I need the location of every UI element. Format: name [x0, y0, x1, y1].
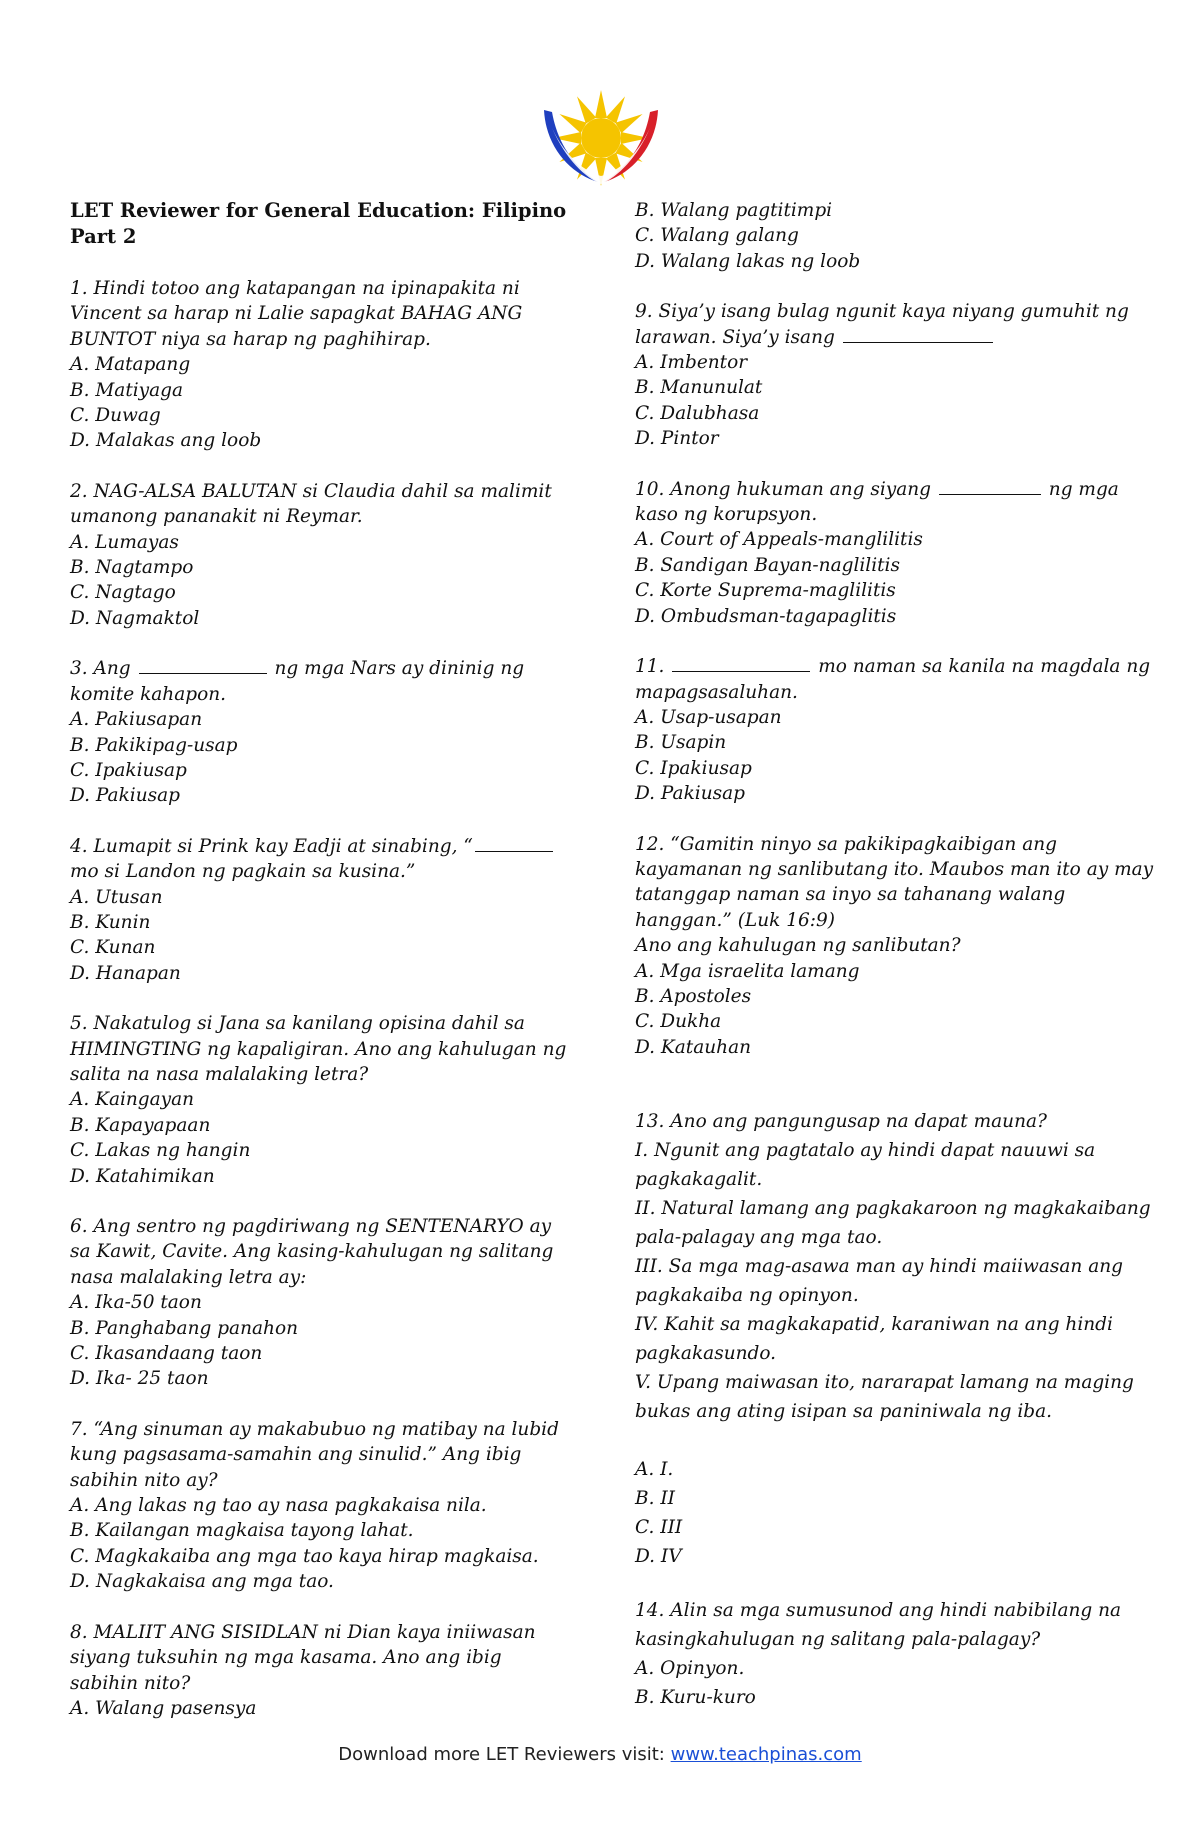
- option-b: B. Sandigan Bayan-naglilitis: [635, 554, 900, 576]
- question-stem: 7. “Ang sinuman ay makabubuo ng matibay na lubid kung pagsasama-samahin ang sinulid.” Ang ibig sabihin nito ay?: [70, 1418, 565, 1491]
- question-4: [70, 834, 570, 986]
- option-a: A. Mga israelita lamang: [635, 960, 860, 982]
- option-b: B. Kuru-kuro: [635, 1687, 756, 1709]
- footer-link[interactable]: www.teachpinas.com: [670, 1744, 862, 1765]
- question-13: [635, 1107, 1155, 1571]
- option-d: D. Pakiusap: [70, 785, 180, 807]
- option-a: A. Opinyon.: [635, 1658, 745, 1680]
- question-2: [70, 479, 570, 631]
- question-8-continued: [635, 198, 1155, 274]
- footer-text: Download more LET Reviewers visit:: [338, 1744, 671, 1765]
- question-9: [635, 299, 1155, 451]
- question-stem: [635, 654, 1155, 705]
- option-a: A. Lumayas: [70, 531, 179, 553]
- option-c: C. Ipakiusap: [635, 757, 752, 779]
- option-a: A. Pakiusapan: [70, 709, 203, 731]
- spacer: [635, 1085, 1155, 1107]
- question-8-start: [70, 1620, 570, 1722]
- option-a: A. Imbentor: [635, 352, 748, 374]
- question-stem: [70, 656, 570, 707]
- answer-blank: [475, 850, 553, 852]
- option-a: A. Walang pasensya: [70, 1697, 257, 1719]
- option-b: B. Panghabang panahon: [70, 1317, 298, 1339]
- option-a: A. Matapang: [70, 354, 191, 376]
- answer-blank: [672, 670, 810, 672]
- question-3: [70, 656, 570, 808]
- question-stem: 13. Ano ang pangungusap na dapat mauna?: [635, 1111, 1047, 1133]
- option-c: C. Walang galang: [635, 225, 799, 247]
- question-stem: 5. Nakatulog si Jana sa kanilang opisina dahil sa HIMINGTING ng kapaligiran. Ano ang kahulugan ng salita na nasa malalaking letra?: [70, 1013, 573, 1085]
- question-12: [635, 832, 1159, 1061]
- question-7: [70, 1417, 570, 1595]
- question-6: [70, 1214, 570, 1392]
- option-a: A. Utusan: [70, 886, 163, 908]
- option-b: B. Pakikipag-usap: [70, 734, 238, 756]
- stem-part-1: 11.: [635, 656, 665, 678]
- stem-part-2: ng mga Nars ay dininig ng komite kahapon.: [70, 658, 530, 705]
- question-11: [635, 654, 1155, 806]
- sun-rays: [553, 90, 649, 186]
- stem-part-1: 3. Ang: [70, 658, 131, 680]
- statement-1: I. Ngunit ang pagtatalo ay hindi dapat nauuwi sa pagkakagalit.: [635, 1140, 1096, 1191]
- left-column: [70, 198, 573, 1746]
- option-b: B. Kunin: [70, 911, 151, 933]
- question-stem: [70, 834, 570, 885]
- question-14: [635, 1596, 1155, 1712]
- option-d: D. IV: [635, 1546, 682, 1568]
- option-d: D. Pakiusap: [635, 783, 745, 805]
- question-1: [70, 276, 570, 454]
- option-c: C. III: [635, 1517, 683, 1539]
- question-stem: [635, 477, 1155, 528]
- option-a: A. Usap-usapan: [635, 706, 782, 728]
- option-b: B. Kailangan magkaisa tayong lahat.: [70, 1520, 414, 1542]
- option-b: B. Apostoles: [635, 985, 752, 1007]
- option-d: D. Katahimikan: [70, 1165, 215, 1187]
- stem-part-1: 4. Lumapit si Prink kay Eadji at sinabing, “: [70, 835, 473, 857]
- option-c: C. Ikasandaang taon: [70, 1343, 263, 1365]
- option-a: A. Court of Appeals-manglilitis: [635, 529, 923, 551]
- page-footer: [0, 1744, 1200, 1765]
- option-c: C. Ipakiusap: [70, 759, 187, 781]
- spacer: [635, 1426, 1155, 1455]
- option-a: A. I.: [635, 1459, 674, 1481]
- question-stem: [635, 299, 1155, 350]
- option-d: D. Walang lakas ng loob: [635, 250, 861, 272]
- option-c: C. Duwag: [70, 405, 161, 427]
- option-b: B. Walang pagtitimpi: [635, 200, 833, 221]
- option-d: D. Nagmaktol: [70, 607, 200, 629]
- option-a: A. Kaingayan: [70, 1089, 195, 1111]
- statement-3: III. Sa mga mag-asawa man ay hindi maiiwasan ang pagkakaiba ng opinyon.: [635, 1256, 1124, 1307]
- stem-part-2: mo si Landon ng pagkain sa kusina.”: [70, 861, 416, 883]
- option-c: C. Dukha: [635, 1011, 722, 1033]
- option-c: C. Lakas ng hangin: [70, 1140, 251, 1162]
- stem-part-2: ng mga kaso ng korupsyon.: [635, 478, 1125, 526]
- option-c: C. Kunan: [70, 937, 156, 959]
- option-b: B. Kapayapaan: [70, 1114, 211, 1136]
- option-a: A. Ang lakas ng tao ay nasa pagkakaisa nila.: [70, 1495, 487, 1517]
- statement-4: IV. Kahit sa magkakapatid, karaniwan na ang hindi pagkakasundo.: [635, 1314, 1113, 1365]
- option-c: C. Korte Suprema-maglilitis: [635, 580, 896, 602]
- question-stem: 1. Hindi totoo ang katapangan na ipinapakita ni Vincent sa harap ni Lalie sapagkat BAHAG ANG BUNTOT niya sa harap ng paghihirap.: [70, 278, 529, 350]
- option-d: D. Katauhan: [635, 1036, 752, 1058]
- question-stem: 8. MALIIT ANG SISIDLAN ni Dian kaya iniiwasan siyang tuksuhin ng mga kasama. Ano ang ibig sabihin nito?: [70, 1621, 542, 1694]
- stem-part-2: mo naman sa kanila na magdala ng mapagsasaluhan.: [635, 656, 1156, 703]
- option-b: B. Manunulat: [635, 377, 763, 399]
- option-b: B. II: [635, 1488, 675, 1510]
- option-a: A. Ika-50 taon: [70, 1292, 202, 1314]
- answer-blank: [139, 672, 267, 674]
- option-d: D. Malakas ang loob: [70, 430, 262, 452]
- option-d: D. Hanapan: [70, 962, 181, 984]
- answer-blank: [939, 493, 1041, 495]
- question-stem: 14. Alin sa mga sumusunod ang hindi nabibilang na kasingkahulugan ng salitang pala-palagay?: [635, 1600, 1127, 1651]
- question-stem: 2. NAG-ALSA BALUTAN si Claudia dahil sa malimit umanong pananakit ni Reymar.: [70, 480, 558, 528]
- question-subquestion: Ano ang kahulugan ng sanlibutan?: [635, 935, 961, 957]
- question-stem: 6. Ang sentro ng pagdiriwang ng SENTENARYO ay sa Kawit, Cavite. Ang kasing-kahulugan ng salitang nasa malalaking letra ay:: [70, 1216, 560, 1288]
- stem-part-1: 10. Anong hukuman ang siyang: [635, 478, 931, 500]
- option-c: C. Magkakaiba ang mga tao kaya hirap magkaisa.: [70, 1545, 539, 1567]
- option-c: C. Dalubhasa: [635, 402, 760, 424]
- stem-part-1: 9. Siya’y isang bulag ngunit kaya niyang gumuhit ng larawan. Siya’y isang: [635, 301, 1135, 348]
- option-b: B. Matiyaga: [70, 379, 184, 401]
- question-stem: 12. “Gamitin ninyo sa pakikipagkaibigan ang kayamanan ng sanlibutang ito. Maubos man ito ay may tatanggap naman sa inyo sa tahanang walang hanggan.” (Luk 16:9): [635, 833, 1159, 931]
- statement-5: V. Upang maiwasan ito, nararapat lamang na maging bukas ang ating isipan sa paniniwala ng iba.: [635, 1372, 1134, 1423]
- statement-2: II. Natural lamang ang pagkakaroon ng magkakaibang pala-palagay ang mga tao.: [635, 1198, 1151, 1249]
- option-d: D. Pintor: [635, 428, 719, 450]
- sun-emblem-logo: [536, 88, 666, 198]
- option-d: D. Nagkakaisa ang mga tao.: [70, 1571, 334, 1593]
- answer-blank: [843, 341, 993, 343]
- option-d: D. Ika- 25 taon: [70, 1368, 209, 1390]
- question-5: [70, 1011, 573, 1189]
- document-title: LET Reviewer for General Education: Filipino Part 2: [70, 199, 567, 248]
- option-d: D. Ombudsman-tagapaglitis: [635, 605, 897, 627]
- option-b: B. Usapin: [635, 732, 727, 754]
- right-column: [635, 198, 1159, 1737]
- question-10: [635, 477, 1155, 629]
- option-c: C. Nagtago: [70, 582, 176, 604]
- option-b: B. Nagtampo: [70, 557, 194, 579]
